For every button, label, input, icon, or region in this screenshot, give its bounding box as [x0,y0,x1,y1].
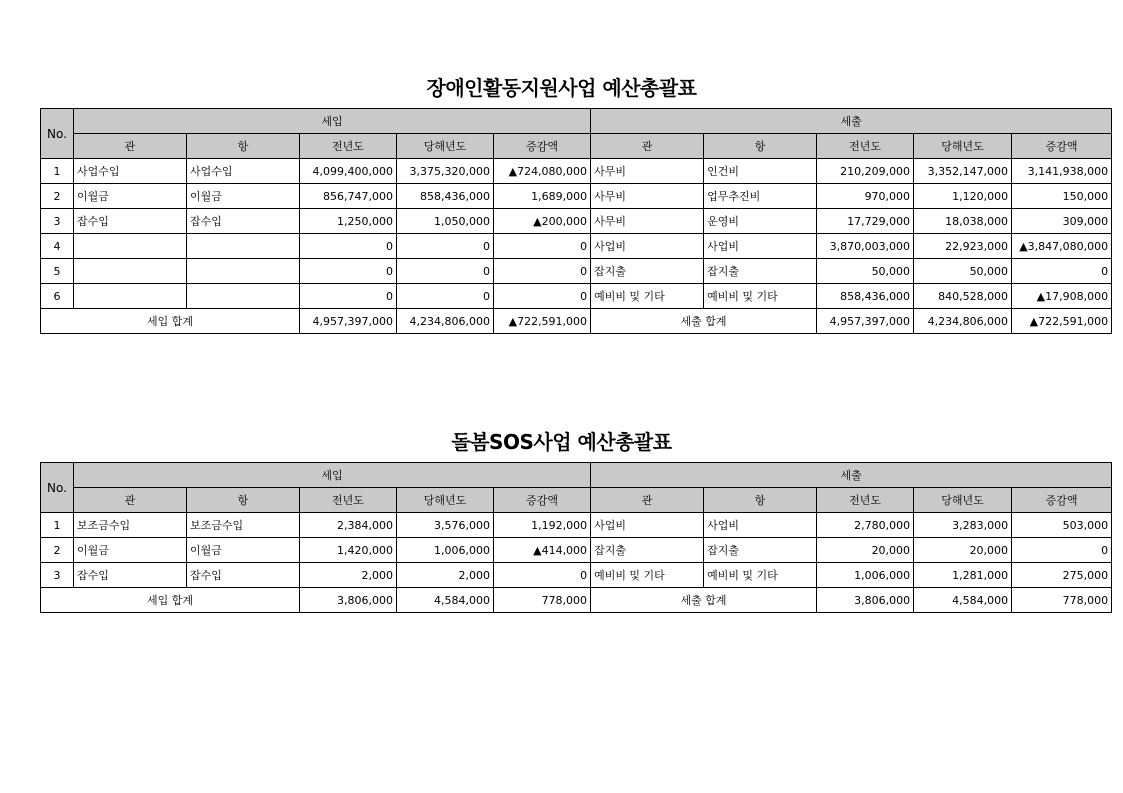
row-no: 1 [41,513,74,538]
expense-total-prev: 4,957,397,000 [817,309,914,334]
income-curr: 0 [397,259,494,284]
header-row-group [41,109,1112,134]
table1-title: 장애인활동지원사업 예산총괄표 [426,76,697,100]
expense-hang: 업무추진비 [704,184,817,209]
table-row [41,563,1112,588]
income-curr: 0 [397,234,494,259]
income-total-diff: 778,000 [494,588,591,613]
table-row [41,159,1112,184]
no-header: No. [41,463,74,513]
income-gwan [74,259,187,284]
col-header-expense-diff: 증감액 [1012,488,1112,513]
expense-total-curr: 4,234,806,000 [914,309,1012,334]
income-hang: 보조금수입 [187,513,300,538]
income-hang [187,234,300,259]
income-diff: 0 [494,563,591,588]
row-no: 2 [41,538,74,563]
col-header-income-prev: 전년도 [300,488,397,513]
income-total-prev: 4,957,397,000 [300,309,397,334]
row-no: 1 [41,159,74,184]
income-prev: 0 [300,284,397,309]
expense-curr: 20,000 [914,538,1012,563]
col-header-income-gwan: 관 [74,134,187,159]
expense-prev: 210,209,000 [817,159,914,184]
table-row [41,234,1112,259]
income-prev: 856,747,000 [300,184,397,209]
expense-gwan: 사무비 [591,184,704,209]
expense-hang: 잡지출 [704,538,817,563]
row-no: 5 [41,259,74,284]
total-row [41,309,1112,334]
expense-curr: 1,281,000 [914,563,1012,588]
col-header-income-prev: 전년도 [300,134,397,159]
no-header: No. [41,109,74,159]
expense-total-prev: 3,806,000 [817,588,914,613]
table-row [41,538,1112,563]
col-header-income-curr: 당해년도 [397,488,494,513]
budget-table-1 [40,108,1112,334]
income-gwan: 잡수입 [74,563,187,588]
expense-gwan: 사업비 [591,234,704,259]
income-diff: 0 [494,284,591,309]
col-header-expense-gwan: 관 [591,134,704,159]
expense-hang: 예비비 및 기타 [704,284,817,309]
expense-total-diff: 778,000 [1012,588,1112,613]
expense-diff: 0 [1012,259,1112,284]
col-header-income-hang: 항 [187,134,300,159]
expense-total-label: 세출 합계 [591,588,817,613]
income-prev: 1,250,000 [300,209,397,234]
income-prev: 2,384,000 [300,513,397,538]
expense-diff: 150,000 [1012,184,1112,209]
expense-curr: 840,528,000 [914,284,1012,309]
income-diff: 1,689,000 [494,184,591,209]
expense-hang: 사업비 [704,234,817,259]
income-curr: 0 [397,284,494,309]
expense-curr: 3,352,147,000 [914,159,1012,184]
expense-diff: 275,000 [1012,563,1112,588]
expense-prev: 1,006,000 [817,563,914,588]
expense-curr: 50,000 [914,259,1012,284]
col-header-income-gwan: 관 [74,488,187,513]
income-hang [187,284,300,309]
income-total-diff: ▲722,591,000 [494,309,591,334]
income-hang: 사업수입 [187,159,300,184]
expense-prev: 2,780,000 [817,513,914,538]
col-header-expense-hang: 항 [704,488,817,513]
expense-curr: 1,120,000 [914,184,1012,209]
expense-curr: 18,038,000 [914,209,1012,234]
expense-prev: 3,870,003,000 [817,234,914,259]
expense-gwan: 예비비 및 기타 [591,284,704,309]
table-row [41,284,1112,309]
income-prev: 0 [300,259,397,284]
col-header-expense-gwan: 관 [591,488,704,513]
expense-prev: 17,729,000 [817,209,914,234]
income-prev: 4,099,400,000 [300,159,397,184]
row-no: 3 [41,209,74,234]
income-total-label: 세입 합계 [41,588,300,613]
col-header-income-curr: 당해년도 [397,134,494,159]
income-group-header: 세입 [74,109,591,134]
income-gwan: 이월금 [74,184,187,209]
expense-diff: 503,000 [1012,513,1112,538]
expense-total-curr: 4,584,000 [914,588,1012,613]
expense-gwan: 사무비 [591,159,704,184]
income-gwan: 사업수입 [74,159,187,184]
col-header-expense-prev: 전년도 [817,488,914,513]
income-hang: 잡수입 [187,209,300,234]
table-row [41,184,1112,209]
table-row [41,209,1112,234]
income-prev: 2,000 [300,563,397,588]
header-row-columns [41,134,1112,159]
income-total-prev: 3,806,000 [300,588,397,613]
expense-total-label: 세출 합계 [591,309,817,334]
col-header-expense-curr: 당해년도 [914,134,1012,159]
expense-gwan: 잡지출 [591,259,704,284]
expense-prev: 970,000 [817,184,914,209]
expense-group-header: 세출 [591,463,1112,488]
expense-diff: ▲17,908,000 [1012,284,1112,309]
expense-gwan: 사무비 [591,209,704,234]
col-header-income-hang: 항 [187,488,300,513]
col-header-income-diff: 증감액 [494,134,591,159]
row-no: 6 [41,284,74,309]
income-gwan: 보조금수입 [74,513,187,538]
income-prev: 0 [300,234,397,259]
table-row [41,259,1112,284]
income-total-label: 세입 합계 [41,309,300,334]
expense-diff: ▲3,847,080,000 [1012,234,1112,259]
expense-prev: 858,436,000 [817,284,914,309]
income-diff: ▲200,000 [494,209,591,234]
income-gwan [74,234,187,259]
budget-table-2 [40,462,1112,613]
col-header-income-diff: 증감액 [494,488,591,513]
expense-prev: 20,000 [817,538,914,563]
table2-title: 돌봄SOS사업 예산총괄표 [451,430,672,454]
income-group-header: 세입 [74,463,591,488]
income-curr: 2,000 [397,563,494,588]
income-total-curr: 4,584,000 [397,588,494,613]
income-gwan: 이월금 [74,538,187,563]
income-curr: 858,436,000 [397,184,494,209]
income-diff: 0 [494,259,591,284]
expense-hang: 잡지출 [704,259,817,284]
income-curr: 3,375,320,000 [397,159,494,184]
income-diff: 0 [494,234,591,259]
row-no: 2 [41,184,74,209]
row-no: 3 [41,563,74,588]
expense-diff: 3,141,938,000 [1012,159,1112,184]
expense-gwan: 잡지출 [591,538,704,563]
expense-hang: 사업비 [704,513,817,538]
expense-curr: 22,923,000 [914,234,1012,259]
expense-gwan: 예비비 및 기타 [591,563,704,588]
header-row-group [41,463,1112,488]
expense-gwan: 사업비 [591,513,704,538]
income-hang: 이월금 [187,538,300,563]
col-header-expense-curr: 당해년도 [914,488,1012,513]
expense-diff: 309,000 [1012,209,1112,234]
income-hang [187,259,300,284]
table-row [41,513,1112,538]
income-curr: 1,006,000 [397,538,494,563]
col-header-expense-diff: 증감액 [1012,134,1112,159]
income-total-curr: 4,234,806,000 [397,309,494,334]
col-header-expense-hang: 항 [704,134,817,159]
header-row-columns [41,488,1112,513]
expense-hang: 예비비 및 기타 [704,563,817,588]
expense-curr: 3,283,000 [914,513,1012,538]
income-diff: 1,192,000 [494,513,591,538]
expense-prev: 50,000 [817,259,914,284]
expense-diff: 0 [1012,538,1112,563]
expense-hang: 운영비 [704,209,817,234]
expense-group-header: 세출 [591,109,1112,134]
expense-hang: 인건비 [704,159,817,184]
income-diff: ▲724,080,000 [494,159,591,184]
expense-total-diff: ▲722,591,000 [1012,309,1112,334]
income-gwan: 잡수입 [74,209,187,234]
col-header-expense-prev: 전년도 [817,134,914,159]
income-prev: 1,420,000 [300,538,397,563]
total-row [41,588,1112,613]
income-hang: 잡수입 [187,563,300,588]
income-diff: ▲414,000 [494,538,591,563]
income-hang: 이월금 [187,184,300,209]
income-gwan [74,284,187,309]
income-curr: 3,576,000 [397,513,494,538]
income-curr: 1,050,000 [397,209,494,234]
row-no: 4 [41,234,74,259]
